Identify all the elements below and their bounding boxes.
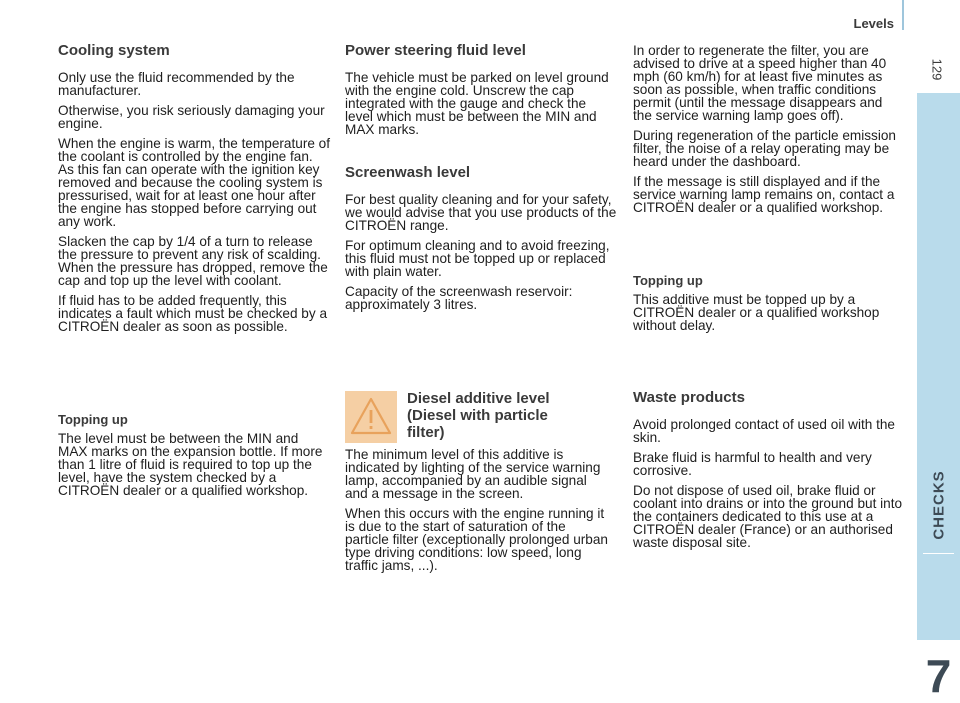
regeneration-paragraph: In order to regenerate the filter, you are advised to drive at a speed higher than 40 mph (60 km/h) for at least five minutes as soon as possible, when traffic conditions permit (until the message disappears and the service warning lamp goes off). (633, 43, 887, 123)
section-header-title: Levels (853, 16, 894, 31)
regeneration-section (633, 44, 905, 221)
waste-paragraph: Avoid prolonged contact of used oil with the skin. (633, 417, 895, 445)
screenwash-paragraph: For optimum cleaning and to avoid freezing, this fluid must not be topped up or replaced with plain water. (345, 238, 610, 279)
diesel-additive-paragraph: The minimum level of this additive is indicated by lighting of the service warning lamp, accompanied by an audible signal and a message in the screen. (345, 447, 601, 501)
regeneration-paragraph: If the message is still displayed and if the service warning lamp remains on, contact a CITROËN dealer or a qualified workshop. (633, 174, 895, 215)
screenwash-paragraph: For best quality cleaning and for your safety, we would advise that you use products of the CITROËN range. (345, 192, 617, 233)
power-steering-heading: Power steering fluid level (345, 42, 526, 59)
power-steering-text: The vehicle must be parked on level ground with the engine cold. Unscrew the cap integrated with the gauge and check the level which must be between the MIN and MAX marks. (345, 70, 609, 137)
waste-products-heading: Waste products (633, 389, 745, 406)
cooling-paragraph: If fluid has to be added frequently, this indicates a fault which must be checked by a CITROËN dealer as soon as possible. (58, 293, 328, 334)
warning-triangle-icon (345, 391, 397, 443)
power-steering-section (345, 42, 617, 143)
additive-topping-up-section (633, 273, 905, 339)
diesel-additive-heading-line: (Diesel with particle (407, 407, 548, 424)
diesel-additive-paragraph: When this occurs with the engine running it is due to the start of saturation of the particle filter (exceptionally prolonged urban type driving conditions: low speed, long traffic jams, ...). (345, 506, 608, 573)
regeneration-paragraph: During regeneration of the particle emission filter, the noise of a relay operating may be heard under the dashboard. (633, 128, 896, 169)
cooling-paragraph: Only use the fluid recommended by the manufacturer. (58, 70, 295, 98)
screenwash-paragraph: Capacity of the screenwash reservoir: approximately 3 litres. (345, 284, 573, 312)
warning-icon-box (345, 391, 397, 443)
chapter-side-tab (917, 93, 960, 702)
cooling-topping-up-heading: Topping up (58, 412, 128, 427)
waste-products-section (633, 389, 905, 556)
cooling-topping-up-section (58, 412, 330, 504)
diesel-additive-heading-line: Diesel additive level (407, 390, 550, 407)
additive-topping-up-heading: Topping up (633, 273, 703, 288)
chapter-label: CHECKS (930, 470, 947, 540)
diesel-additive-heading-line: filter) (407, 424, 445, 441)
cooling-topping-up-text: The level must be between the MIN and MAX marks on the expansion bottle. If more than 1 litre of fluid is required to top up the level, have the system checked by a CITROËN dealer or a qualified workshop. (58, 431, 323, 498)
cooling-paragraph: Otherwise, you risk seriously damaging your engine. (58, 103, 325, 131)
waste-paragraph: Brake fluid is harmful to health and very corrosive. (633, 450, 872, 478)
diesel-additive-section (345, 448, 613, 579)
additive-topping-up-text: This additive must be topped up by a CITROËN dealer or a qualified workshop without delay. (633, 292, 880, 333)
cooling-system-heading: Cooling system (58, 42, 170, 59)
cooling-system-section (58, 42, 330, 340)
cooling-paragraph: When the engine is warm, the temperature of the coolant is controlled by the engine fan. As this fan can operate with the ignition key removed and because the cooling system is pressurised, wait for at least one hour after the engine has stopped before carrying out any work. (58, 136, 331, 229)
side-tab-divider (923, 553, 954, 554)
page-number: 129 (929, 58, 945, 81)
header-divider (902, 0, 904, 30)
diesel-additive-heading (407, 390, 617, 441)
chapter-number: 7 (925, 650, 952, 702)
screenwash-heading: Screenwash level (345, 164, 471, 181)
waste-paragraph: Do not dispose of used oil, brake fluid or coolant into drains or into the ground but into the containers dedicated to this use at a CITROËN dealer (France) or an authorised waste disposal site. (633, 483, 903, 550)
cooling-paragraph: Slacken the cap by 1/4 of a turn to release the pressure to prevent any risk of scalding. When the pressure has dropped, remove the cap and top up the level with coolant. (58, 234, 328, 288)
screenwash-section (345, 164, 617, 318)
diesel-additive-heading-block (407, 390, 617, 441)
